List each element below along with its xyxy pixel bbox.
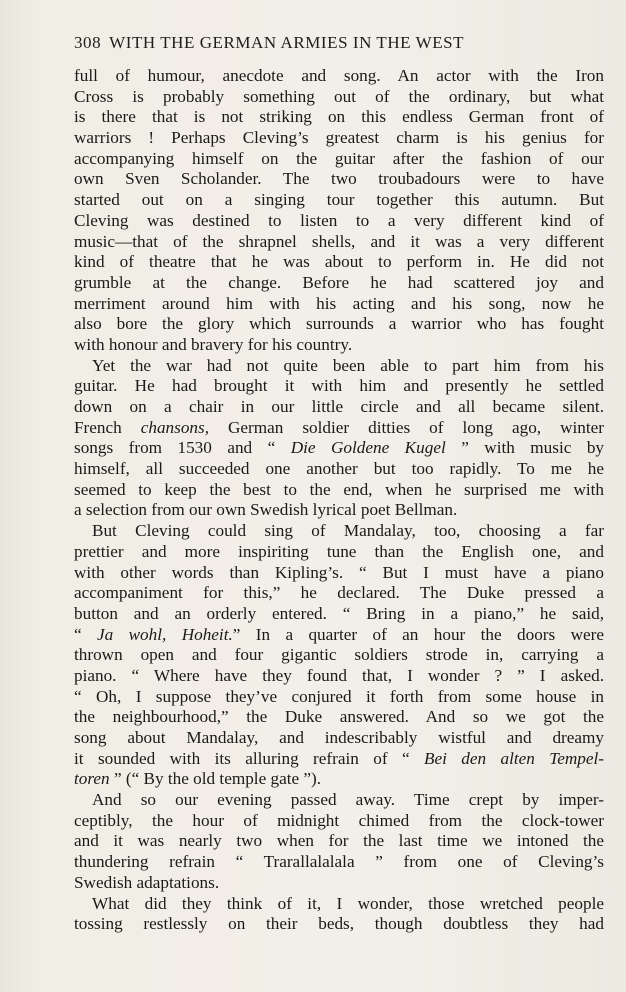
text-line: [74, 438, 604, 459]
text-segment: ” (“ By the old temple gate ”).: [109, 769, 322, 789]
text-segment: also bore the glory which surrounds a warrior who has fought: [74, 314, 604, 334]
text-line: [74, 521, 604, 542]
text-segment: What did they think of it, I wonder, those wretched people: [92, 893, 604, 913]
text-line: [74, 790, 604, 811]
text-line: [74, 625, 604, 646]
text-line: [74, 66, 604, 87]
text-line: [74, 190, 604, 211]
text-segment: And so our evening passed away. Time crept by imper-: [92, 790, 604, 810]
text-segment: Cross is probably something out of the ordinary, but what: [74, 86, 604, 106]
text-line: [74, 149, 604, 170]
text-line: [74, 749, 604, 770]
italic-text: Die Goldene Kugel: [290, 438, 446, 458]
text-segment: a selection from our own Swedish lyrical poet Bellman.: [74, 500, 458, 520]
text-line: [74, 852, 604, 873]
text-segment: thrown open and four gigantic soldiers strode in, carrying a: [74, 645, 604, 665]
text-line: [74, 728, 604, 749]
text-segment: Cleving was destined to listen to a very different kind of: [74, 210, 604, 230]
text-segment: and it was nearly two when for the last time we intoned the: [74, 831, 604, 851]
text-segment: is there that is not striking on this endless German front of: [74, 107, 604, 127]
running-title: WITH THE GERMAN ARMIES IN THE WEST: [109, 33, 465, 52]
text-segment: ” with music by: [445, 438, 604, 458]
text-segment: with other words than Kipling’s. “ But I must have a piano: [74, 562, 604, 582]
text-line: [74, 811, 604, 832]
text-segment: started out on a singing tour together this autumn. But: [74, 190, 604, 210]
text-line: [74, 563, 604, 584]
text-line: [74, 459, 604, 480]
text-line: [74, 707, 604, 728]
text-line: [74, 232, 604, 253]
italic-text: Bei den alten Tempel-: [423, 748, 604, 768]
text-line: [74, 356, 604, 377]
text-segment: accompanying himself on the guitar after the fashion of our: [74, 148, 604, 168]
text-segment: kind of theatre that he was about to perform in. He did not: [74, 252, 604, 272]
text-segment: “ Oh, I suppose they’ve conjured it forth from some house in: [74, 686, 604, 706]
text-line: [74, 831, 604, 852]
text-line: [74, 397, 604, 418]
text-segment: full of humour, anecdote and song. An actor with the Iron: [74, 66, 604, 85]
body-text: [74, 66, 604, 935]
text-segment: it sounded with its alluring refrain of “: [74, 748, 424, 768]
text-segment: down on a chair in our little circle and all became silent.: [74, 397, 604, 416]
text-segment: Yet the war had not quite been able to part him from his: [92, 355, 604, 375]
text-line: [74, 273, 604, 294]
text-line: [74, 873, 604, 894]
text-line: [74, 252, 604, 273]
text-segment: ceptibly, the hour of midnight chimed from the clock-tower: [74, 810, 604, 830]
text-line: [74, 480, 604, 501]
text-line: [74, 294, 604, 315]
text-segment: thundering refrain “ Trarallalalala ” from one of Cleving’s: [74, 852, 604, 872]
text-line: [74, 604, 604, 625]
running-head: [74, 33, 606, 53]
text-line: [74, 107, 604, 128]
text-line: [74, 583, 604, 604]
text-segment: seemed to keep the best to the end, when he surprised me with: [74, 479, 604, 499]
text-segment: songs from 1530 and “: [74, 438, 291, 458]
text-line: [74, 418, 604, 439]
text-segment: button and an orderly entered. “ Bring in a piano,” he said,: [74, 603, 604, 623]
text-segment: the neighbourhood,” the Duke answered. And so we got the: [74, 707, 604, 727]
text-line: [74, 687, 604, 708]
text-line: [74, 645, 604, 666]
text-segment: himself, all succeeded one another but too rapidly. To me he: [74, 459, 604, 479]
text-segment: with honour and bravery for his country.: [74, 334, 353, 354]
text-segment: ” In a quarter of an hour the doors were: [232, 624, 604, 644]
text-line: [74, 169, 604, 190]
text-line: [74, 211, 604, 232]
text-segment: tossing restlessly on their beds, though doubtless they had: [74, 914, 604, 934]
text-segment: music—that of the shrapnel shells, and it was a very different: [74, 231, 604, 251]
text-segment: piano. “ Where have they found that, I wonder ? ” I asked.: [74, 665, 604, 685]
text-line: [74, 914, 604, 935]
text-segment: grumble at the change. Before he had scattered joy and: [74, 272, 604, 292]
text-line: [74, 666, 604, 687]
italic-text: chansons,: [140, 417, 210, 437]
text-segment: French: [74, 417, 141, 437]
text-line: [74, 542, 604, 563]
text-line: [74, 314, 604, 335]
text-segment: merriment around him with his acting and his song, now he: [74, 293, 604, 313]
text-line: [74, 335, 604, 356]
text-segment: song about Mandalay, and indescribably wistful and dreamy: [74, 728, 604, 747]
text-line: [74, 87, 604, 108]
page-number: 308: [74, 33, 102, 52]
text-segment: warriors ! Perhaps Cleving’s greatest charm is his genius for: [74, 128, 604, 148]
text-segment: own Sven Scholander. The two troubadours were to have: [74, 169, 604, 189]
text-line: [74, 894, 604, 915]
text-line: [74, 376, 604, 397]
text-segment: German soldier ditties of long ago, winter: [209, 417, 604, 437]
italic-text: toren: [74, 769, 110, 789]
text-segment: prettier and more inspiriting tune than the English one, and: [74, 541, 604, 561]
text-segment: accompaniment for this,” he declared. The Duke pressed a: [74, 583, 604, 603]
text-line: [74, 128, 604, 149]
text-segment: guitar. He had brought it with him and presently he settled: [74, 376, 604, 396]
text-line: [74, 500, 604, 521]
text-segment: But Cleving could sing of Mandalay, too, choosing a far: [92, 521, 604, 541]
italic-text: Ja wohl, Hoheit.: [97, 624, 233, 644]
text-line: [74, 769, 604, 790]
text-segment: Swedish adaptations.: [74, 872, 220, 892]
text-segment: “: [74, 624, 97, 644]
